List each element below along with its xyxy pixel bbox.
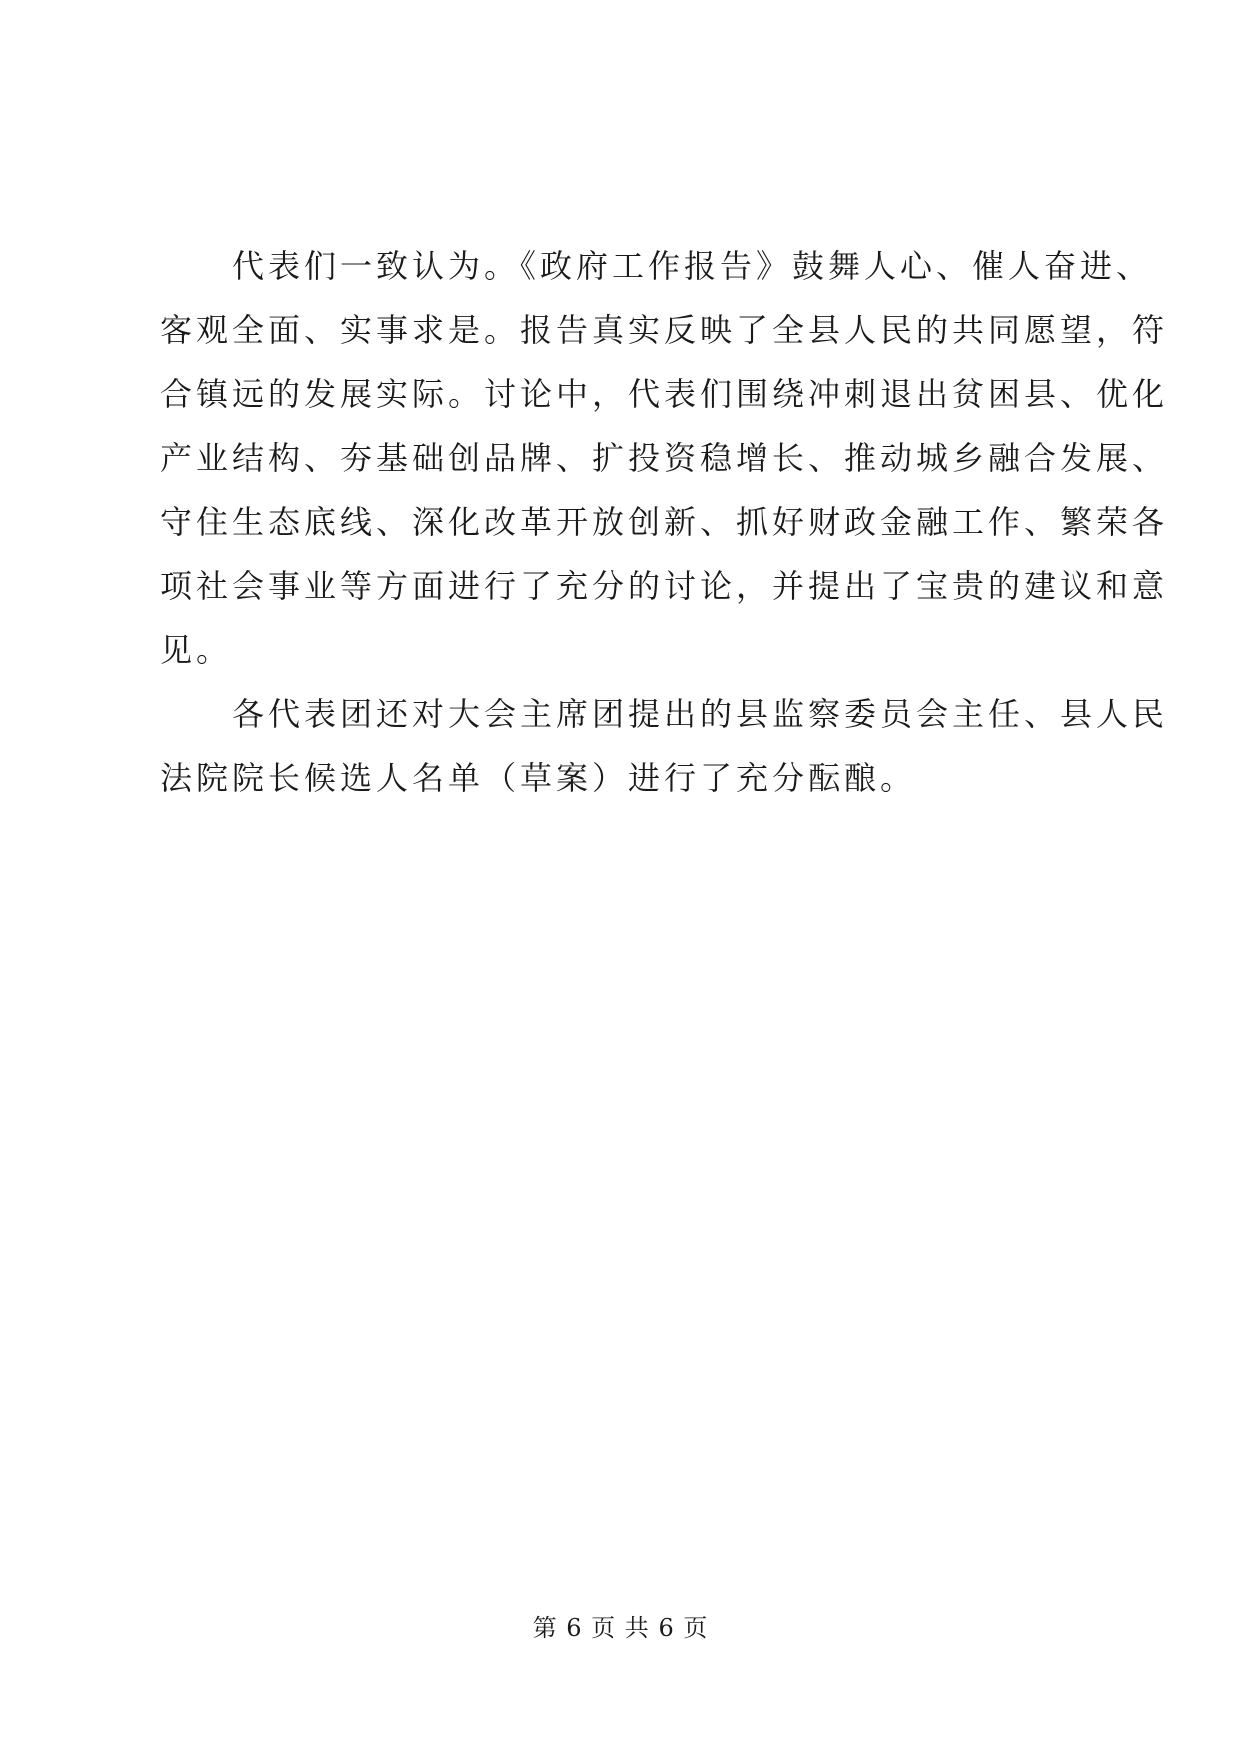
paragraph-line: 客观全面、实事求是。报告真实反映了全县人民的共同愿望，符: [160, 311, 1169, 349]
document-body: [160, 234, 1169, 810]
paragraph-line: 合镇远的发展实际。讨论中，代表们围绕冲刺退出贫困县、优化: [160, 375, 1169, 413]
paragraph-line: 产业结构、夯基础创品牌、扩投资稳增长、推动城乡融合发展、: [160, 439, 1169, 477]
paragraph-1: [160, 234, 1169, 682]
paragraph-line: 各代表团还对大会主席团提出的县监察委员会主任、县人民: [232, 695, 1169, 733]
paragraph-line: 法院院长候选人名单（草案）进行了充分酝酿。: [160, 759, 917, 797]
paragraph-line: 代表们一致认为。《政府工作报告》鼓舞人心、催人奋进、: [232, 247, 1153, 285]
page-footer: 第 6 页 共 6 页: [532, 1614, 709, 1642]
paragraph-line: 项社会事业等方面进行了充分的讨论，并提出了宝贵的建议和意: [160, 567, 1169, 605]
paragraph-2: [160, 682, 1169, 810]
paragraph-line: 守住生态底线、深化改革开放创新、抓好财政金融工作、繁荣各: [160, 503, 1169, 541]
paragraph-line: 见。: [160, 631, 233, 669]
